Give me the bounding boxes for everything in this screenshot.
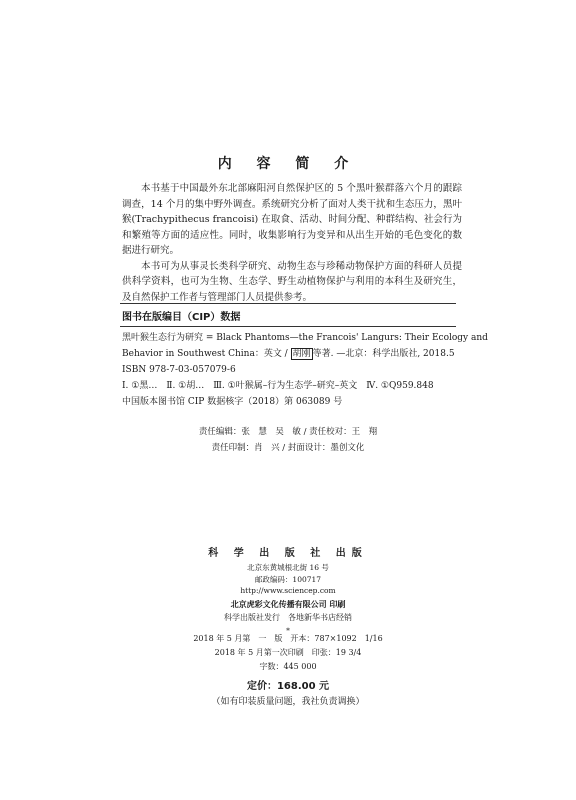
summary-paragraph: 本书可为从事灵长类科学研究、动物生态与珍稀动物保护方面的科研人员提供科学资料，也可为生物、生态学、野生动植物保护与利用的本科生及研究生，及自然保护工作者与管理部门人员提供参考。 (122, 260, 462, 303)
edition-block (0, 632, 576, 674)
credits-block (0, 424, 576, 456)
publisher-website: http://www.sciencep.com (240, 586, 336, 595)
price-label: 定价：168.00 元 (246, 681, 330, 692)
cip-author-name: 胡刚 (292, 349, 311, 359)
cip-record-number: 中国版本图书馆 CIP 数据核字（2018）第 063089 号 (122, 397, 343, 407)
cip-data-block (122, 330, 488, 410)
summary-paragraph: 本书基于中国最外东北部麻阳河自然保护区的 5 个黑叶猴群落六个月的跟踪调查，14 个月的集中野外调查。系统研究分析了面对人类干扰和生态压力，黑叶猴(Trachypithecus francoisi) 在取食、活动、时间分配、种群结构、社会行为和繁殖等方面的适应性。同时，收集影响行为变异和从出生开始的毛色变化的数据进行研究。 (122, 183, 462, 256)
edition-line: 2018 年 5 月第 一 版 开本：787×1092 1/16 (193, 634, 383, 643)
credits-production: 责任印制：肖 兴 / 封面设计：墨创文化 (211, 443, 365, 453)
credits-editors: 责任编辑：张 慧 吴 敏 / 责任校对：王 翔 (198, 427, 378, 437)
separator-mark: * (286, 625, 290, 635)
distributor-line: 科学出版社发行 各地新华书店经销 (224, 612, 352, 622)
cip-heading: 图书在版编目（CIP）数据 (122, 312, 241, 323)
summary-title: 内 容 简 介 (217, 156, 359, 172)
publisher-postcode: 邮政编码：100717 (254, 574, 322, 584)
cip-classification: Ⅰ. ①黑… Ⅱ. ①胡… Ⅲ. ①叶猴属–行为生态学–研究–英文 Ⅳ. ①Q959.848 (122, 381, 434, 391)
word-count: 字数：445 000 (259, 662, 317, 671)
cip-isbn: ISBN 978-7-03-057079-6 (122, 365, 236, 375)
printing-line: 2018 年 5 月第一次印刷 印张：19 3/4 (214, 648, 362, 657)
quality-notice: （如有印装质量问题，我社负责调换） (211, 697, 365, 707)
publisher-address: 北京东黄城根北街 16 号 (247, 563, 329, 572)
publisher-block (0, 546, 576, 636)
cip-title-line: 黑叶猴生态行为研究 = Black Phantoms—the Francois' Langurs: Their Ecology and (122, 333, 488, 343)
cip-publication-part: 等著. —北京：科学出版社, 2018.5 (312, 349, 455, 359)
printer-line: 北京虎彩文化传播有限公司 印刷 (230, 598, 346, 609)
cip-title-part: Behavior in Southwest China：英文 / (122, 349, 291, 359)
divider (120, 326, 456, 327)
divider (120, 303, 456, 304)
publisher-name: 科 学 出 版 社 出版 (208, 548, 368, 559)
cip-title-line (122, 346, 468, 362)
summary-section (122, 181, 462, 305)
